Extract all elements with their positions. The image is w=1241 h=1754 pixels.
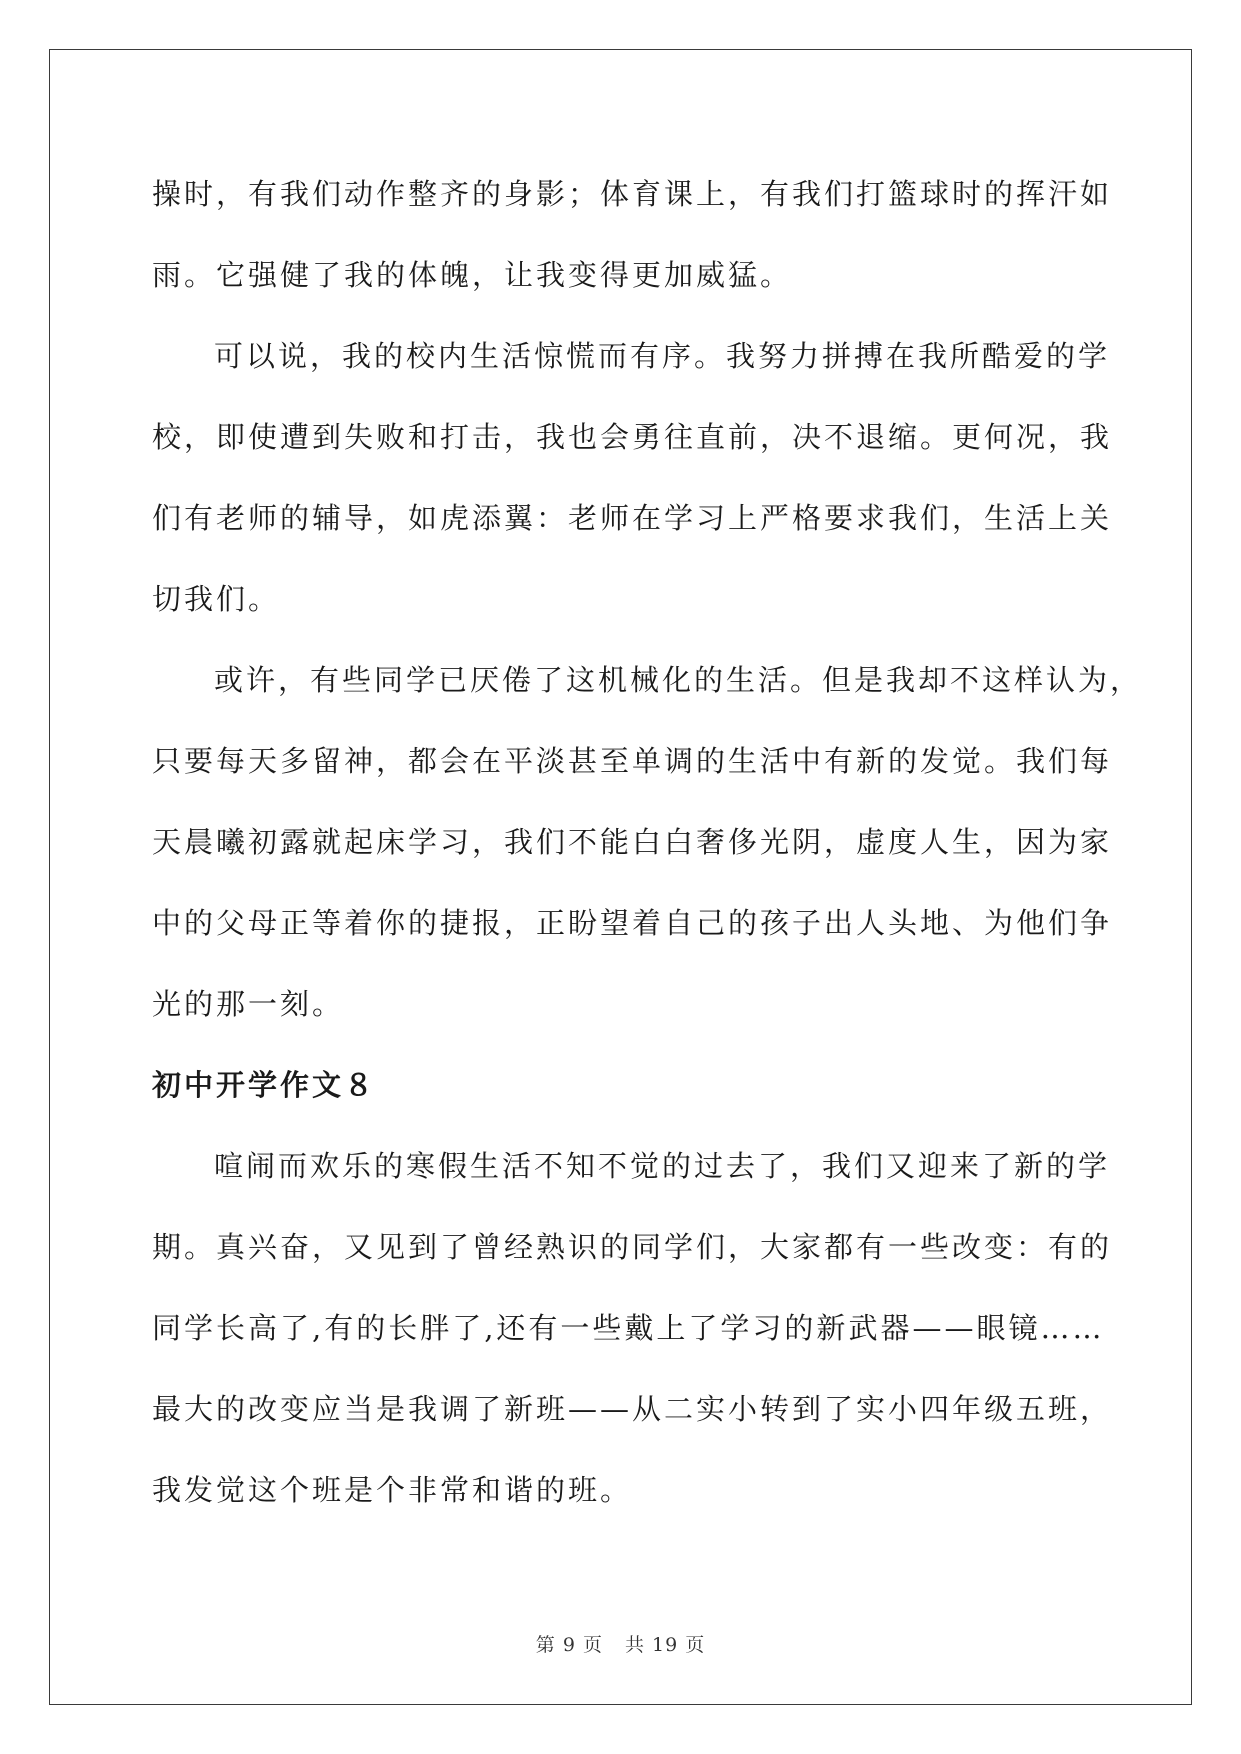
text-line: 切我们。 [152,582,281,616]
text-line: 只要每天多留神，都会在平淡甚至单调的生活中有新的发觉。我们每 [152,744,1113,778]
text-line: 最大的改变应当是我调了新班——从二实小转到了实小四年级五班， [152,1392,1113,1426]
section-heading: 初中开学作文８ [152,1068,377,1102]
page-footer [0,1630,1241,1657]
page-total: 共 19 页 [624,1634,706,1656]
text-line: 中的父母正等着你的捷报，正盼望着自己的孩子出人头地、为他们争 [152,906,1113,940]
text-line: 期。真兴奋，又见到了曾经熟识的同学们，大家都有一些改变：有的 [152,1230,1113,1264]
paragraph-3 [152,640,1143,1045]
text-line: 或许，有些同学已厌倦了这机械化的生活。但是我却不这样认为， [214,663,1143,697]
text-line: 操时，有我们动作整齐的身影；体育课上，有我们打篮球时的挥汗如 [152,177,1113,211]
text-line: 光的那一刻。 [152,987,345,1021]
document-body [152,154,1143,1531]
page-number: 第 9 页 [535,1634,603,1656]
text-line: 可以说，我的校内生活惊慌而有序。我努力拼搏在我所酷爱的学 [214,339,1111,373]
paragraph-1 [152,154,1113,316]
text-line: 雨。它强健了我的体魄，让我变得更加威猛。 [152,258,793,292]
paragraph-4 [152,1126,1113,1531]
text-line: 天晨曦初露就起床学习，我们不能白白奢侈光阴，虚度人生，因为家 [152,825,1113,859]
paragraph-2 [152,316,1113,640]
text-line: 我发觉这个班是个非常和谐的班。 [152,1473,633,1507]
text-line: 喧闹而欢乐的寒假生活不知不觉的过去了，我们又迎来了新的学 [214,1149,1111,1183]
text-line: 校，即使遭到失败和打击，我也会勇往直前，决不退缩。更何况，我 [152,420,1113,454]
text-line: 们有老师的辅导，如虎添翼：老师在学习上严格要求我们，生活上关 [152,501,1113,535]
text-line: 同学长高了,有的长胖了,还有一些戴上了学习的新武器——眼镜…… [152,1311,1105,1345]
